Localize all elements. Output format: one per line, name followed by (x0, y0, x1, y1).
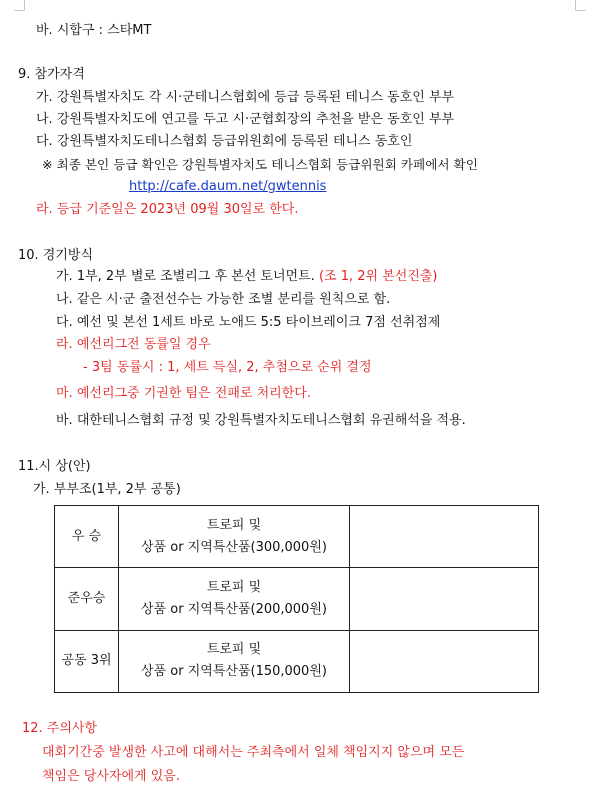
trophy-text: 트로피 및 (206, 517, 262, 533)
awards-subheading: 가. 부부조(1부, 2부 공통) (33, 482, 181, 497)
table-row (55, 568, 539, 630)
note-cell (350, 630, 539, 692)
tiebreak-rule: - 3팀 동률시 : 1, 세트 득실, 2, 추첨으로 순위 결정 (83, 360, 372, 375)
note-cell (350, 568, 539, 630)
trophy-text: 트로피 및 (206, 579, 262, 595)
rank-cell: 공동 3위 (55, 630, 119, 692)
eligibility-item-b: 나. 강원특별자치도에 연고를 두고 시·군협회장의 추천을 받은 동호인 부부 (36, 112, 455, 127)
match-format-item-e: 마. 예선리그중 기권한 팀은 전패로 처리한다. (56, 386, 311, 401)
match-format-item-a-text: 가. 1부, 2부 별로 조별리그 후 본선 토너먼트. (56, 269, 315, 284)
page-corner-mark-right (575, 0, 586, 11)
trophy-text: 트로피 및 (206, 642, 262, 658)
rank-cell: 준우승 (55, 568, 119, 630)
section-9-heading: 9. 참가자격 (18, 67, 85, 82)
caution-line-2: 책임은 당사자에게 있음. (42, 769, 180, 784)
cafe-link[interactable]: http://cafe.daum.net/gwtennis (129, 179, 327, 194)
eligibility-item-a: 가. 강원특별자치도 각 시·군테니스협회에 등급 등록된 테니스 동호인 부부 (36, 90, 455, 105)
prize-text: 상품 or 지역특산품(300,000원) (141, 539, 327, 555)
prize-cell (119, 568, 350, 630)
caution-line-1: 대회기간중 발생한 사고에 대해서는 주최측에서 일체 책임지지 않으며 모든 (42, 745, 465, 760)
advance-note: (조 1, 2위 본선진출) (318, 269, 438, 284)
eligibility-item-c: 다. 강원특별자치도테니스협회 등급위원회에 등록된 테니스 동호인 (36, 134, 413, 149)
table-row (55, 506, 539, 568)
venue-line: 바. 시합구 : 스타MT (36, 23, 152, 38)
match-format-item-f: 바. 대한테니스협회 규정 및 강원특별자치도테니스협회 유권해석을 적용. (56, 413, 466, 428)
awards-table (54, 505, 539, 693)
match-format-item-b: 나. 같은 시·군 출전선수는 가능한 조별 분리를 원칙으로 함. (56, 292, 391, 307)
prize-cell (119, 506, 350, 568)
section-10-heading: 10. 경기방식 (18, 248, 94, 263)
grade-reference-date: 라. 등급 기준일은 2023년 09월 30일로 한다. (36, 202, 299, 217)
match-format-item-d: 라. 예선리그전 동률일 경우 (56, 337, 211, 352)
prize-cell (119, 630, 350, 692)
match-format-item-a (56, 268, 438, 286)
rank-cell: 우 승 (55, 506, 119, 568)
prize-text: 상품 or 지역특산품(150,000원) (141, 664, 327, 680)
section-11-heading: 11.시 상(안) (18, 459, 91, 474)
table-row (55, 630, 539, 692)
prize-text: 상품 or 지역특산품(200,000원) (141, 601, 327, 617)
section-12-heading: 12. 주의사항 (22, 721, 98, 736)
note-cell (350, 506, 539, 568)
page-corner-mark-left (14, 0, 25, 11)
match-format-item-c: 다. 예선 및 본선 1세트 바로 노애드 5:5 타이브레이크 7점 선취점제 (56, 315, 441, 330)
grade-check-note: ※ 최종 본인 등급 확인은 강원특별자치도 테니스협회 등급위원회 카페에서 확인 (42, 157, 478, 172)
